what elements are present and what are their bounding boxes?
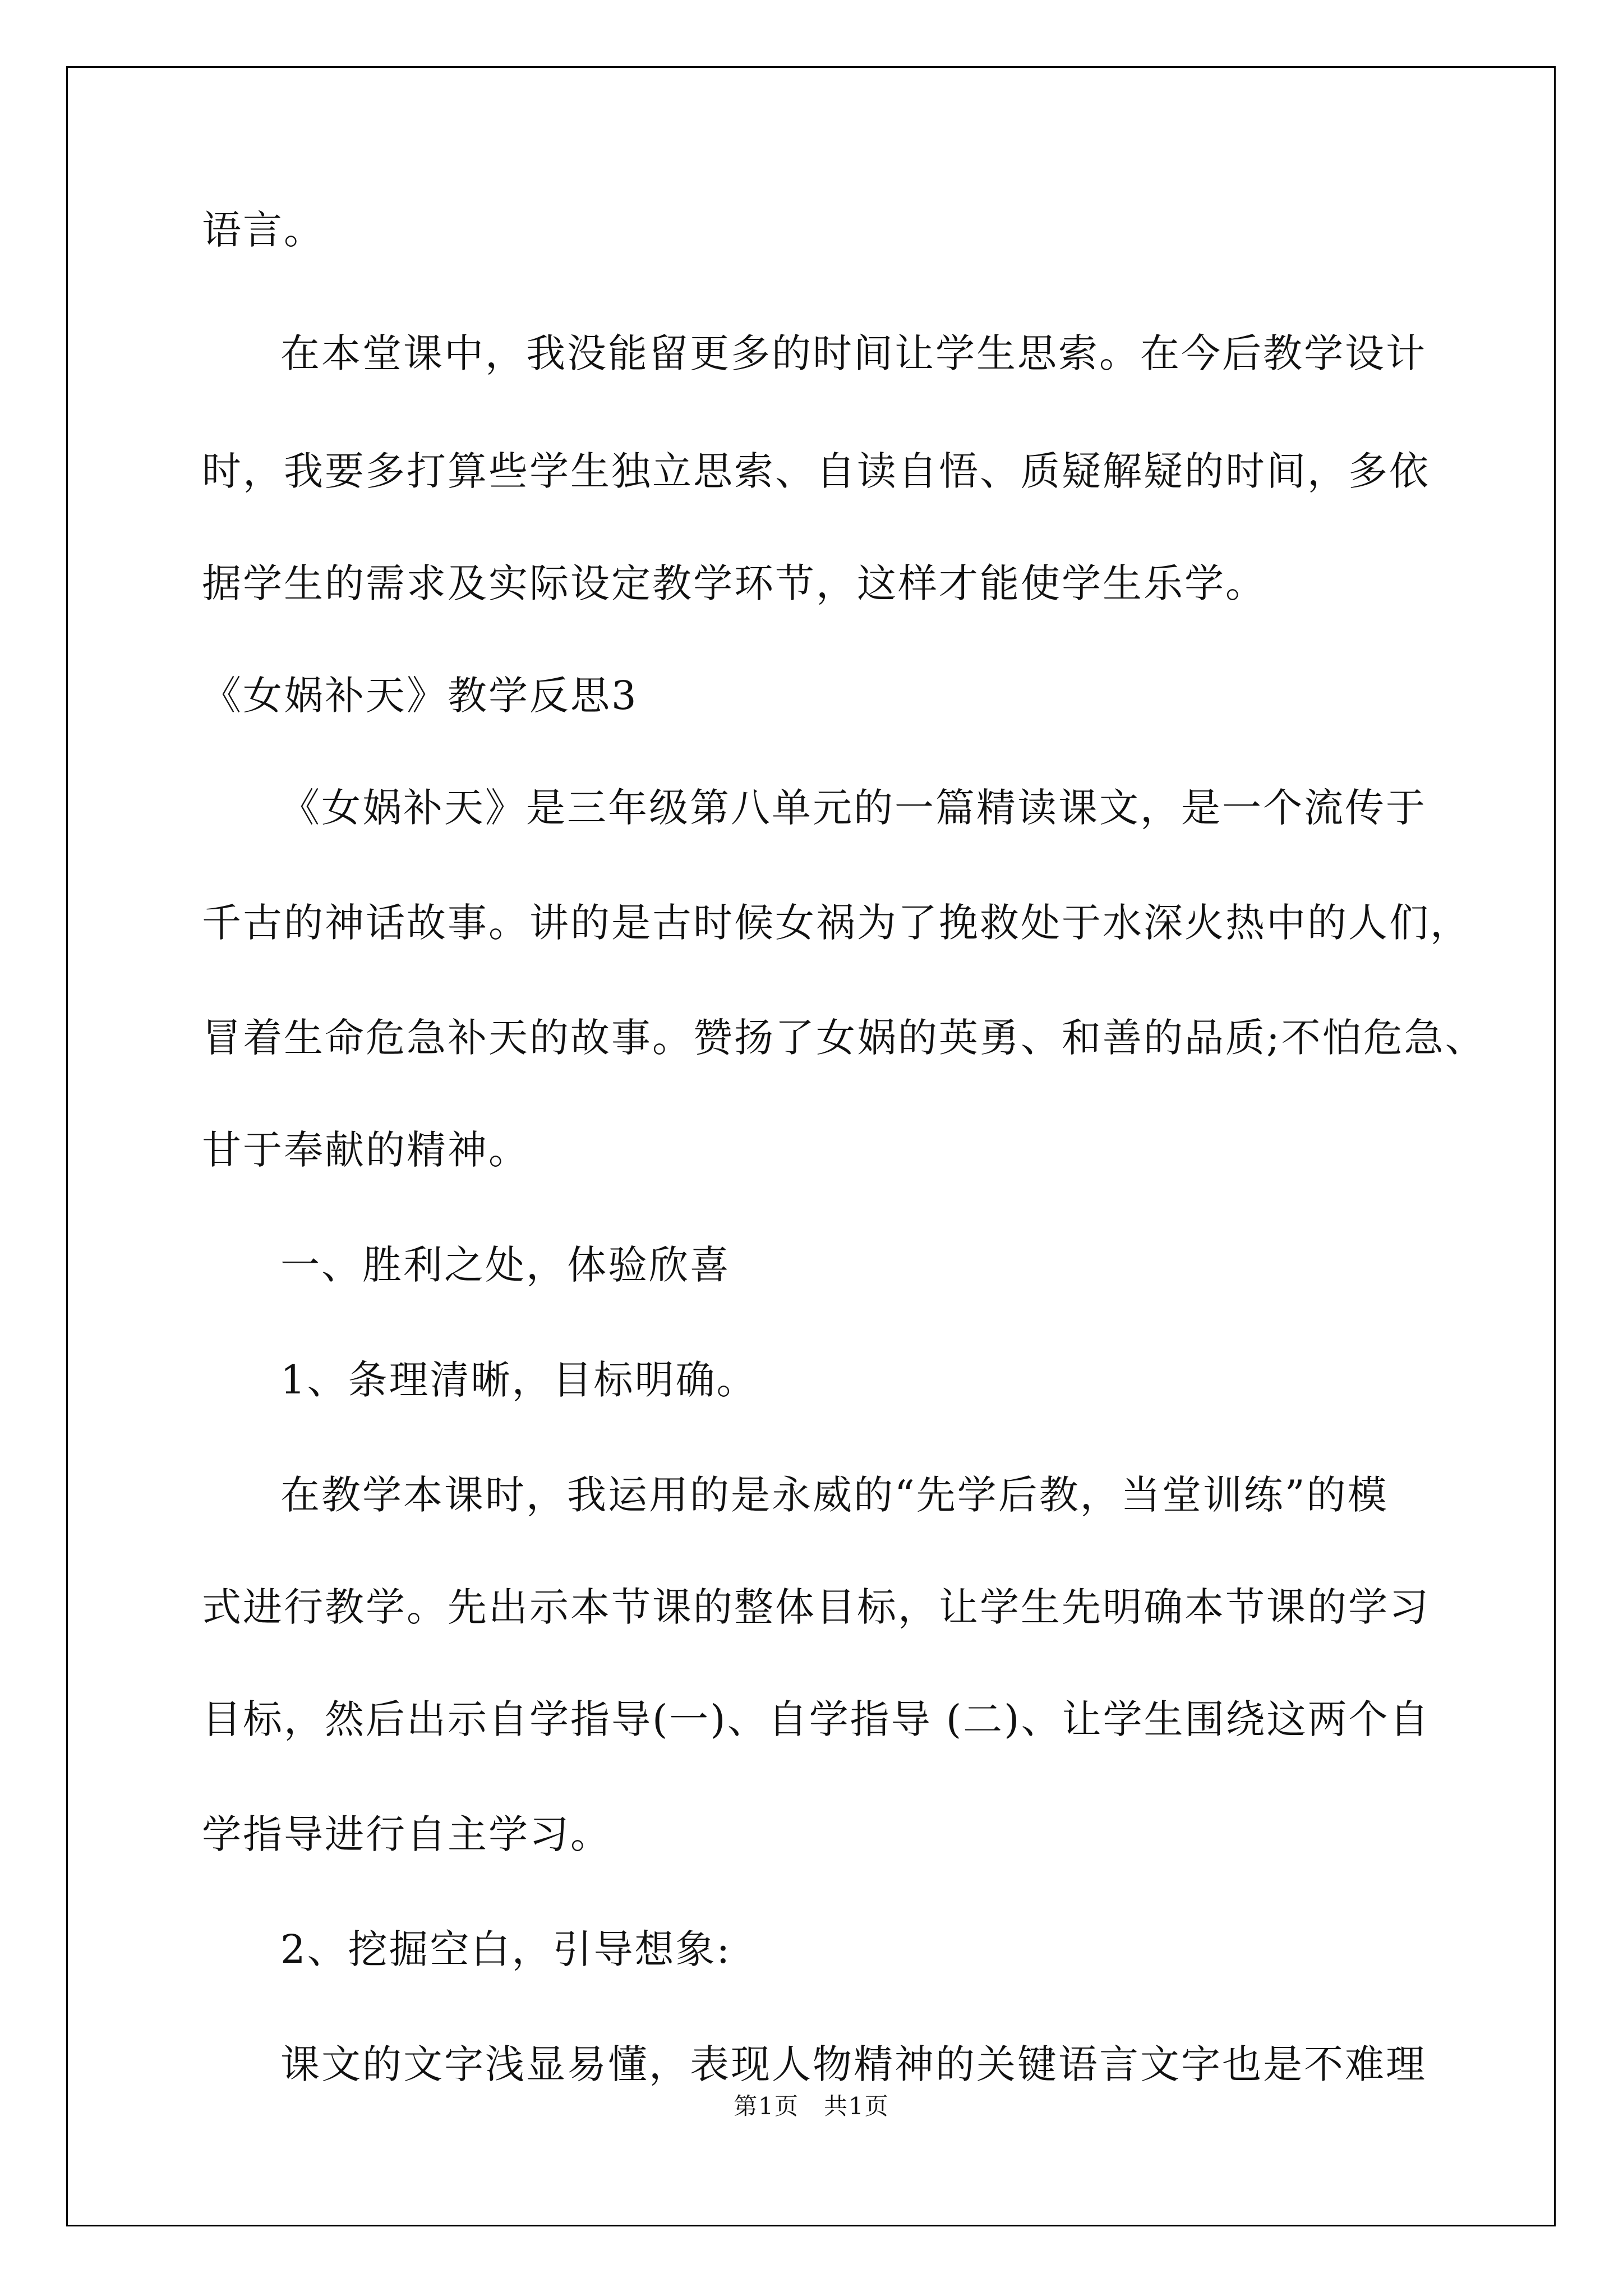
text-line: 《女娲补天》是三年级第八单元的一篇精读课文，是一个流传于 xyxy=(280,785,1427,831)
text-line: 语言。 xyxy=(202,207,325,253)
subheading: 1、条理清晰，目标明确。 xyxy=(280,1357,758,1403)
text-line: 甘于奉献的精神。 xyxy=(202,1127,529,1173)
text-line: 目标，然后出示自学指导(一)、自学指导 (二)、让学生围绕这两个自 xyxy=(202,1696,1431,1742)
section-heading: 《女娲补天》教学反思3 xyxy=(202,673,638,719)
page-number: 第1页 共1页 xyxy=(734,2092,889,2120)
subheading: 2、挖掘空白，引导想象: xyxy=(280,1926,732,1972)
text-line: 式进行教学。先出示本节课的整体目标，让学生先明确本节课的学习 xyxy=(202,1584,1430,1630)
subheading: 一、胜利之处，体验欣喜 xyxy=(280,1242,731,1288)
text-line: 时，我要多打算些学生独立思索、自读自悟、质疑解疑的时间，多依 xyxy=(202,448,1430,494)
text-line: 在教学本课时，我运用的是永威的“先学后教，当堂训练”的模 xyxy=(280,1472,1389,1518)
text-line: 学指导进行自主学习。 xyxy=(202,1811,611,1857)
text-line: 据学生的需求及实际设定教学环节，这样才能使学生乐学。 xyxy=(202,560,1266,606)
text-line: 冒着生命危急补天的故事。赞扬了女娲的英勇、和善的品质;不怕危急、 xyxy=(202,1015,1486,1061)
text-line: 课文的文字浅显易懂，表现人物精神的关键语言文字也是不难理 xyxy=(280,2041,1427,2087)
text-line: 千古的神话故事。讲的是古时候女祸为了挽救处于水深火热中的人们， xyxy=(202,900,1471,946)
text-line: 在本堂课中，我没能留更多的时间让学生思索。在今后教学设计 xyxy=(280,330,1427,376)
